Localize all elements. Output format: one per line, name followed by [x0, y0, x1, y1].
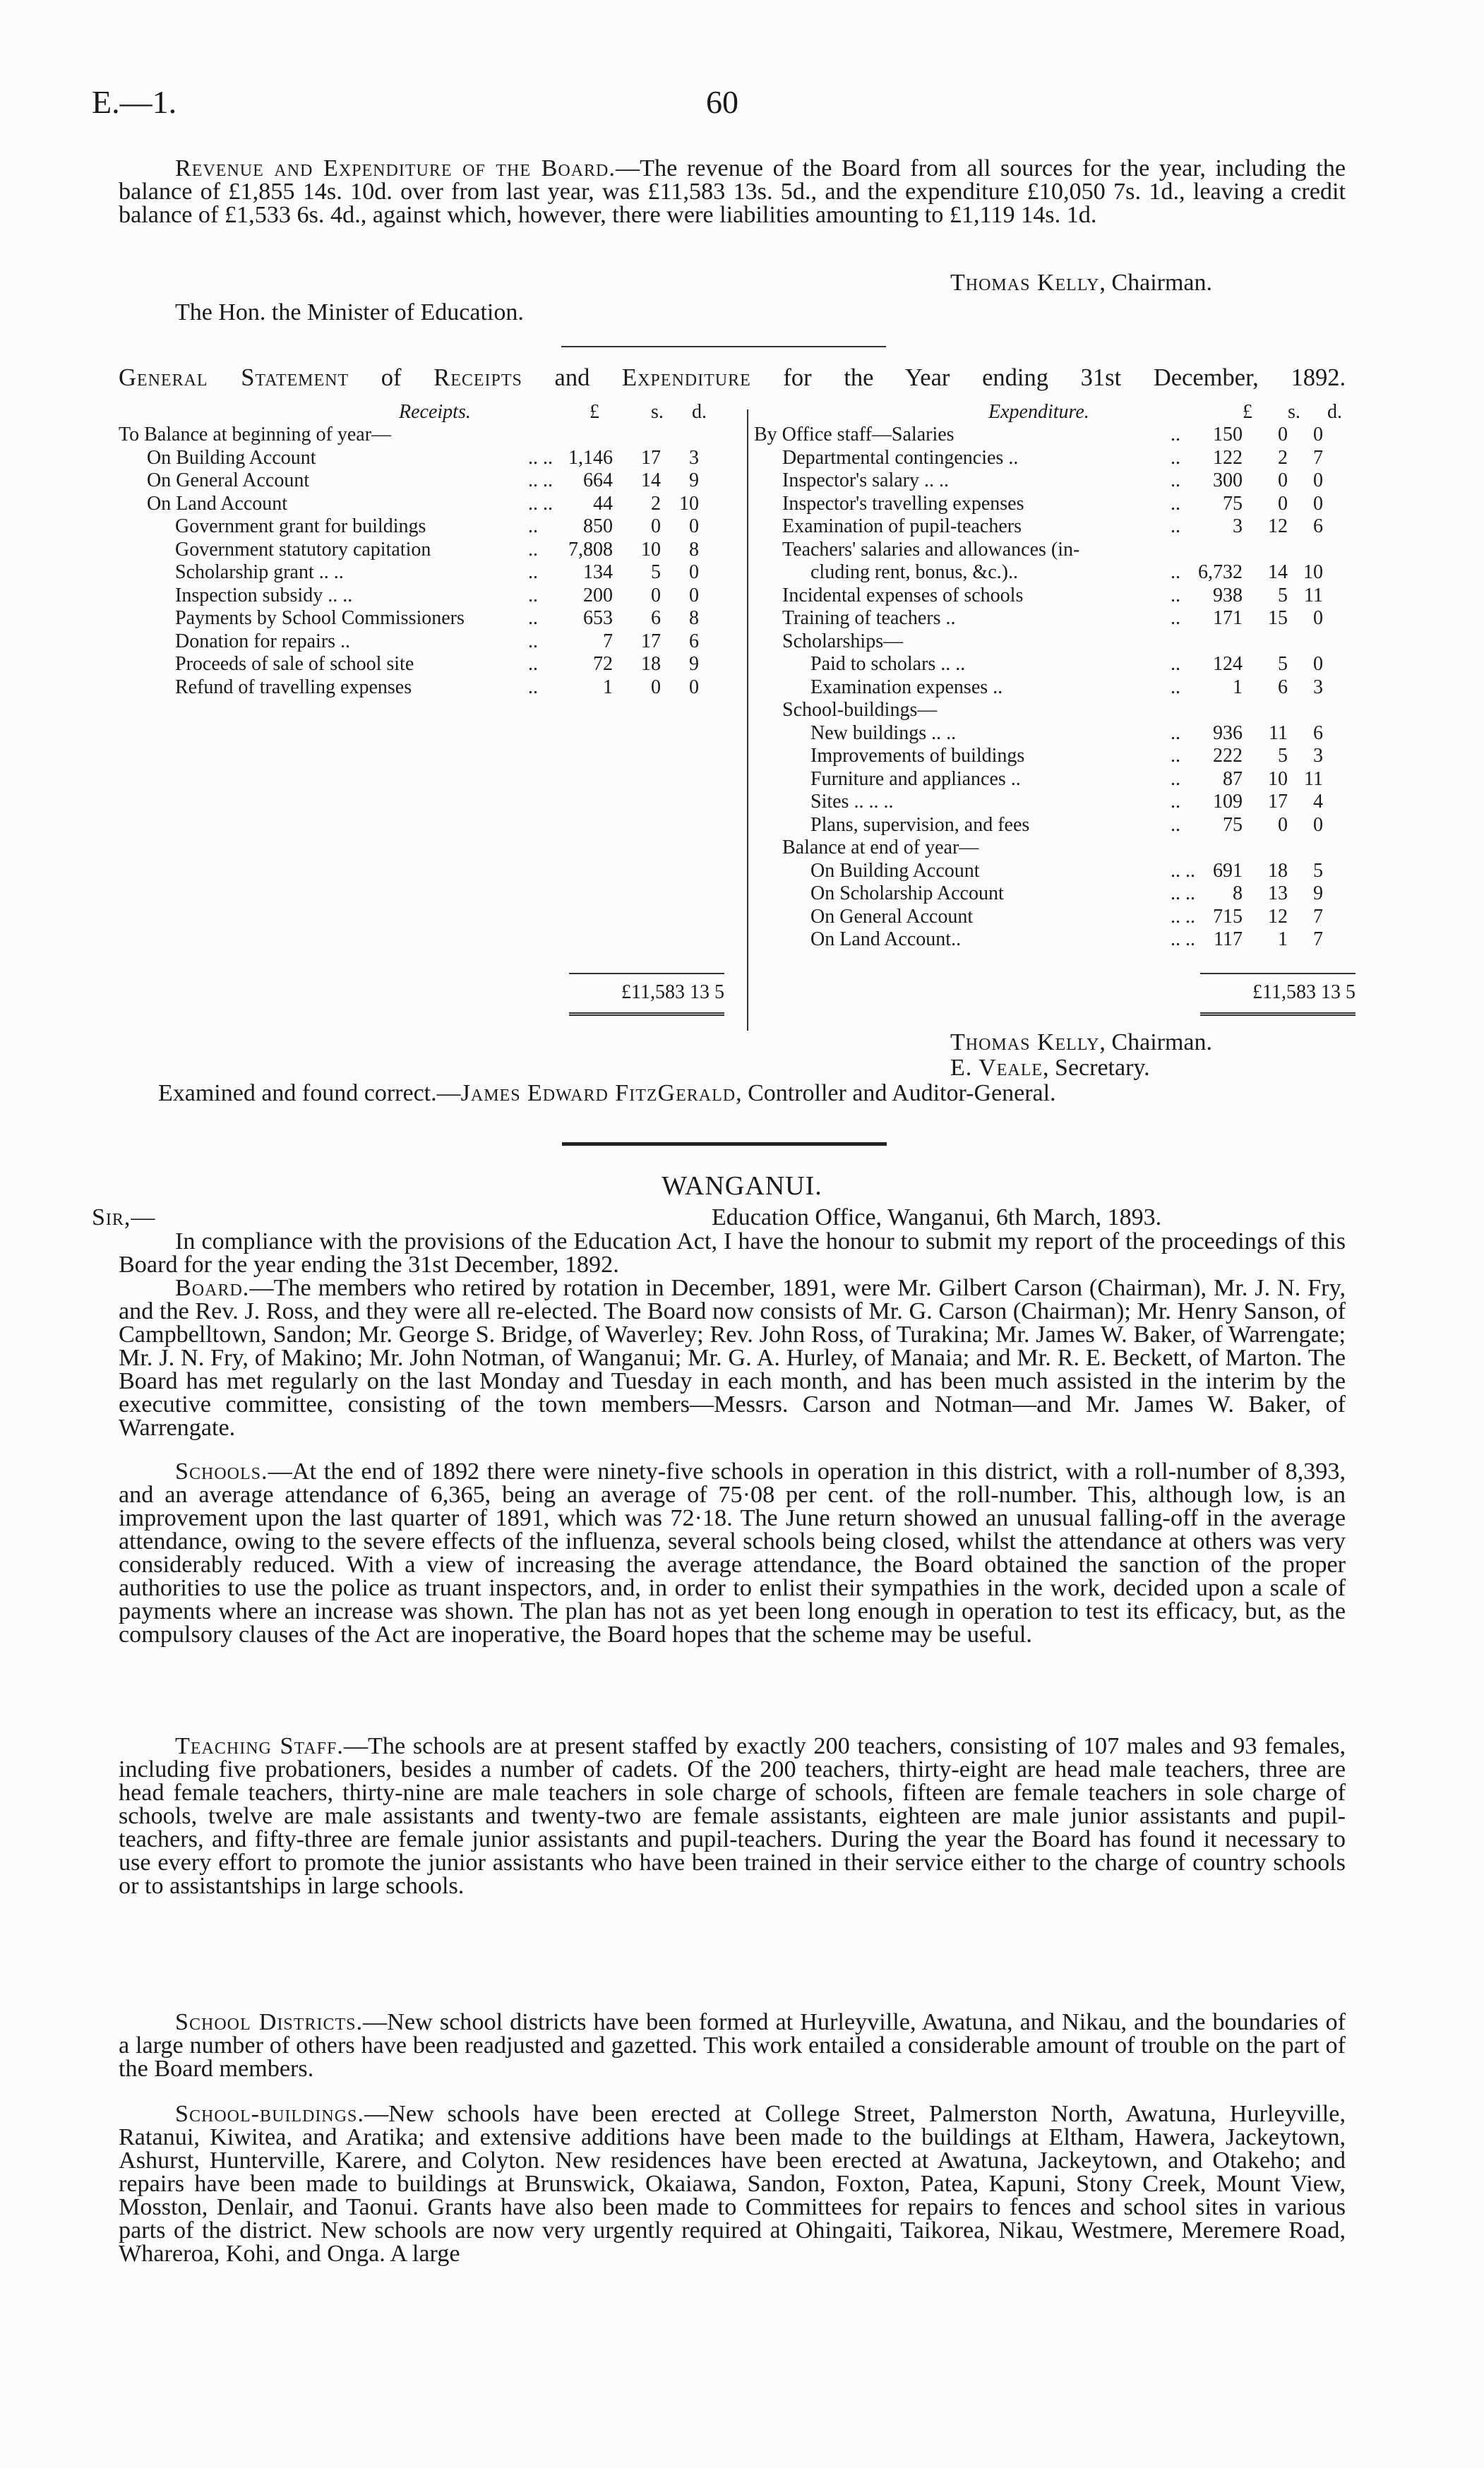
row-label: Sites .. .. .. [810, 791, 894, 813]
table-row [754, 653, 1361, 676]
amount-pounds: 171 [1213, 607, 1243, 629]
districts-heading: School Districts. [175, 2009, 364, 2035]
chairman-name: Thomas Kelly [950, 270, 1100, 296]
amount-pence: 0 [689, 676, 699, 698]
row-leader-dots: .. [528, 630, 538, 652]
amount-pence: 0 [1313, 653, 1323, 675]
amount-shillings: 14 [641, 469, 661, 491]
table-row [119, 630, 726, 654]
row-label: On Building Account [810, 859, 980, 882]
table-row [119, 447, 726, 470]
row-leader-dots: .. [1171, 721, 1180, 744]
receipts-pound-head: £ [590, 401, 599, 423]
amount-pounds: 653 [583, 607, 613, 629]
title-word: 31st [1080, 364, 1122, 391]
receipts-pence-head: d. [692, 401, 707, 423]
amount-pence: 6 [1313, 721, 1323, 744]
row-leader-dots: .. .. [528, 492, 553, 515]
districts-paragraph [119, 2011, 1346, 2080]
row-label: Payments by School Commissioners [175, 607, 465, 629]
row-leader-dots: .. [1171, 446, 1180, 469]
statement-chairman-title: , Chairman. [1099, 1029, 1212, 1055]
amount-pence: 10 [679, 492, 699, 515]
amount-pence: 0 [1313, 813, 1323, 836]
title-word: General Statement [119, 364, 349, 391]
row-leader-dots: .. [528, 515, 538, 537]
revenue-paragraph [119, 157, 1346, 227]
row-label: Inspector's travelling expenses [782, 492, 1024, 515]
amount-pence: 10 [1303, 561, 1323, 583]
row-label: Government statutory capitation [175, 538, 431, 561]
title-word: the [844, 364, 874, 391]
buildings-paragraph [119, 2102, 1346, 2265]
expenditure-total [1200, 981, 1356, 1005]
title-word: for [783, 364, 812, 391]
row-label: By Office staff—Salaries [754, 424, 955, 445]
amount-pence: 9 [689, 469, 699, 491]
buildings-heading: School-buildings. [175, 2101, 364, 2127]
salutation: Sir,— [92, 1204, 156, 1230]
amount-shillings: 14 [1268, 561, 1288, 583]
row-label: Government grant for buildings [175, 515, 426, 537]
amount-pounds: 124 [1213, 653, 1243, 675]
row-label: On Land Account [147, 492, 288, 515]
row-leader-dots: .. [1171, 767, 1180, 790]
amount-pence: 11 [1304, 584, 1323, 606]
row-leader-dots: .. .. [528, 446, 553, 469]
amount-pounds: 300 [1213, 469, 1243, 491]
table-row [754, 837, 1361, 860]
row-leader-dots: .. [528, 561, 538, 583]
receipts-table [119, 424, 726, 699]
amount-pence: 6 [1313, 515, 1323, 537]
table-row [119, 469, 726, 493]
amount-pounds: 936 [1213, 721, 1243, 744]
receipts-total-rule [569, 973, 724, 974]
amount-pence: 9 [689, 653, 699, 675]
amount-pence: 0 [1313, 424, 1323, 445]
amount-shillings: 10 [1268, 767, 1288, 790]
row-leader-dots: .. .. [1171, 928, 1195, 950]
amount-pence: 0 [689, 515, 699, 537]
row-label: Proceeds of sale of school site [175, 653, 414, 675]
amount-pence: 5 [1313, 859, 1323, 882]
amount-shillings: 2 [1278, 446, 1288, 469]
amount-pounds: 122 [1213, 446, 1243, 469]
amount-pounds: 8 [1233, 882, 1243, 904]
amount-shillings: 6 [1278, 676, 1288, 698]
amount-pounds: 44 [593, 492, 613, 515]
amount-shillings: 18 [641, 653, 661, 675]
amount-pence: 7 [1313, 928, 1323, 950]
amount-pence: 0 [1313, 492, 1323, 515]
title-word: of [381, 364, 402, 391]
statement-chairman-signoff [950, 1029, 1212, 1056]
row-label: Paid to scholars .. .. [810, 653, 966, 675]
amount-pounds: 87 [1223, 767, 1243, 790]
amount-pence: 3 [689, 446, 699, 469]
row-label: Examination expenses .. [810, 676, 1003, 698]
amount-pounds: 715 [1213, 905, 1243, 928]
amount-shillings: 0 [1278, 424, 1288, 445]
row-leader-dots: .. [1171, 745, 1180, 767]
row-label: School-buildings— [782, 699, 938, 721]
auditor-title: , Controller and Auditor-General. [736, 1080, 1056, 1106]
table-row [754, 882, 1361, 906]
revenue-text: —The revenue of the Board from all sources for the year, including the balance of £1,855 14s. 10d. over from last year, was £11,583 13s. 5d., and the expenditure £10,050 7s. 1d., leaving a credit balance of £1,533 6s. 4d., against which, however, there were liabilities amounting to £1,119 14s. 1d. [119, 155, 1346, 228]
table-row [754, 515, 1361, 539]
secretary-signoff [950, 1055, 1150, 1082]
statement-chairman-name: Thomas Kelly [950, 1029, 1100, 1055]
amount-shillings: 0 [651, 515, 661, 537]
secretary-name: E. Veale [950, 1055, 1043, 1081]
schools-text: —At the end of 1892 there were ninety-five schools in operation in this district, with a roll-number of 8,393, and an average attendance of 6,365, being an average of 75·08 per cent. of the roll-number. This, although low, is an improvement upon the last quarter of 1891, which was 72·18. The June return showed an unusual falling-off in the average attendance, owing to the severe effects of the influenza, several schools being closed, whilst the attendance at others was very considerably reduced. With a view of increasing the average attendance, the Board obtained the sanction of the proper authorities to use the police as truant inspectors, and, in order to enlist their sympathies in the work, decided upon a scale of payments where an increase was shown. The plan has not as yet been long enough in operation to test its efficacy, but, as the compulsory clauses of the Act are inoperative, the Board hopes that the scheme may be useful. [119, 1458, 1346, 1648]
row-leader-dots: .. [1171, 561, 1180, 583]
row-label: On Building Account [147, 446, 316, 469]
staff-heading: Teaching Staff. [175, 1733, 344, 1759]
amount-shillings: 17 [641, 630, 661, 652]
expenditure-heading: Expenditure. [988, 401, 1089, 423]
table-row [754, 493, 1361, 516]
amount-pounds: 664 [583, 469, 613, 491]
amount-pence: 0 [1313, 607, 1323, 629]
table-row [754, 745, 1361, 768]
amount-pounds: 6,732 [1198, 561, 1243, 583]
staff-text: —The schools are at present staffed by exactly 200 teachers, consisting of 107 males and 93 females, including five probationers, besides a number of cadets. Of the 200 teachers, thirty-eight are head male teachers, three are head female teachers, thirty-nine are male teachers in sole charge of schools, fifteen are female teachers in sole charge of schools, twelve are male assistants and twenty-two are female assistants, eighteen are male junior assistants and pupil-teachers, and fifty-three are female junior assistants and pupil-teachers. During the year the Board has found it necessary to use every effort to promote the junior assistants who have been trained in their service either to the charge of country schools or to assistantships in large schools. [119, 1733, 1346, 1899]
row-label: Examination of pupil-teachers [782, 515, 1022, 537]
row-label: Improvements of buildings [810, 745, 1025, 767]
amount-shillings: 5 [1278, 584, 1288, 606]
row-label: Furniture and appliances .. [810, 767, 1021, 790]
row-label: Scholarship grant .. .. [175, 561, 344, 583]
row-leader-dots: .. [1171, 469, 1180, 491]
title-word: Year [904, 364, 950, 391]
table-row [754, 630, 1361, 654]
amount-shillings: 6 [651, 607, 661, 629]
secretary-title: , Secretary. [1043, 1055, 1150, 1081]
amount-pence: 7 [1313, 905, 1323, 928]
row-label: Teachers' salaries and allowances (in- [782, 538, 1080, 561]
title-word: 1892. [1291, 364, 1346, 391]
receipts-total-double-rule [569, 1012, 724, 1016]
table-row [754, 906, 1361, 929]
column-divider [747, 409, 748, 1031]
row-label: Departmental contingencies .. [782, 446, 1019, 469]
expenditure-table [754, 424, 1361, 952]
amount-pence: 9 [1313, 882, 1323, 904]
row-label: Inspection subsidy .. .. [175, 584, 353, 606]
row-label: On General Account [810, 905, 974, 928]
revenue-heading: Revenue and Expenditure of the Board. [175, 155, 616, 181]
amount-pounds: 134 [583, 561, 613, 583]
amount-pounds: 1 [603, 676, 613, 698]
wanganui-title: WANGANUI. [662, 1171, 822, 1201]
row-label: Inspector's salary .. .. [782, 469, 949, 491]
amount-pounds: 938 [1213, 584, 1243, 606]
table-row [754, 585, 1361, 608]
table-row [119, 515, 726, 539]
auditor-name: James Edward FitzGerald [460, 1080, 736, 1106]
row-leader-dots: .. [1171, 813, 1180, 836]
table-row [754, 860, 1361, 883]
expenditure-total-value: £11,583 13 5 [1252, 981, 1356, 1003]
row-label: Balance at end of year— [782, 837, 979, 858]
amount-pounds: 3 [1233, 515, 1243, 537]
amount-shillings: 0 [1278, 469, 1288, 491]
row-leader-dots: .. [528, 607, 538, 629]
table-row [119, 424, 726, 447]
row-label: Training of teachers .. [782, 607, 956, 629]
districts-text: —New school districts have been formed at Hurleyville, Awatuna, and Nikau, and the boundaries of a large number of others have been readjusted and gazetted. This work entailed a considerable amount of trouble on the part of the Board members. [119, 2009, 1346, 2082]
amount-pounds: 1 [1233, 676, 1243, 698]
amount-pounds: 7,808 [568, 538, 613, 561]
intro-paragraph: In compliance with the provisions of the Education Act, I have the honour to submit my report of the proceedings of this Board for the year ending the 31st December, 1892. [119, 1228, 1346, 1278]
expenditure-shilling-head: s. [1288, 401, 1300, 423]
amount-pounds: 150 [1213, 424, 1243, 445]
row-label: cluding rent, bonus, &c.).. [810, 561, 1018, 583]
table-row [754, 424, 1361, 447]
table-row [754, 561, 1361, 585]
table-row [754, 791, 1361, 814]
amount-pence: 8 [689, 607, 699, 629]
amount-pence: 0 [1313, 469, 1323, 491]
table-row [119, 607, 726, 630]
chairman-title: , Chairman. [1099, 270, 1212, 296]
addressee: The Hon. the Minister of Education. [175, 299, 524, 325]
row-label: Incidental expenses of schools [782, 584, 1024, 606]
amount-shillings: 5 [1278, 653, 1288, 675]
amount-shillings: 11 [1269, 721, 1288, 744]
amount-shillings: 0 [1278, 492, 1288, 515]
amount-shillings: 2 [651, 492, 661, 515]
amount-pence: 6 [689, 630, 699, 652]
schools-heading: Schools. [175, 1458, 268, 1485]
row-leader-dots: .. [528, 653, 538, 675]
chairman-signoff [950, 270, 1212, 296]
amount-pounds: 75 [1223, 492, 1243, 515]
receipts-total [569, 981, 724, 1005]
table-row [119, 653, 726, 676]
expenditure-pence-head: d. [1327, 401, 1342, 423]
amount-pounds: 1,146 [568, 446, 613, 469]
board-heading: Board. [175, 1275, 250, 1301]
row-leader-dots: .. .. [1171, 882, 1195, 904]
table-row [754, 722, 1361, 745]
amount-pence: 4 [1313, 791, 1323, 813]
staff-paragraph [119, 1735, 1346, 1898]
table-row [119, 539, 726, 562]
row-leader-dots: .. [1171, 584, 1180, 606]
row-label: On General Account [147, 469, 310, 491]
amount-shillings: 13 [1268, 882, 1288, 904]
amount-pence: 0 [689, 584, 699, 606]
amount-shillings: 17 [1268, 791, 1288, 813]
amount-pence: 11 [1304, 767, 1323, 790]
statement-title [119, 364, 1346, 392]
section-divider [561, 346, 886, 347]
audit-line [158, 1080, 1056, 1107]
receipts-shilling-head: s. [651, 401, 664, 423]
title-word: and [554, 364, 590, 391]
title-word: December, [1153, 364, 1259, 391]
audit-prefix: Examined and found correct.— [158, 1080, 461, 1106]
amount-pence: 0 [689, 561, 699, 583]
amount-shillings: 0 [651, 584, 661, 606]
row-leader-dots: .. [1171, 492, 1180, 515]
expenditure-pound-head: £ [1243, 401, 1252, 423]
amount-shillings: 1 [1278, 928, 1288, 950]
table-row [754, 699, 1361, 722]
row-leader-dots: .. [1171, 607, 1180, 629]
amount-pounds: 72 [593, 653, 613, 675]
amount-shillings: 18 [1268, 859, 1288, 882]
board-paragraph [119, 1276, 1346, 1439]
row-label: On Land Account.. [810, 928, 962, 950]
row-leader-dots: .. .. [1171, 859, 1195, 882]
amount-shillings: 0 [1278, 813, 1288, 836]
board-text: —The members who retired by rotation in December, 1891, were Mr. Gilbert Carson (Chairman), Mr. J. N. Fry, and the Rev. J. Ross, and they were all re-elected. The Board now consists of Mr. G. Carson (Chairman); Mr. Henry Sanson, of Campbelltown, Sandon; Mr. George S. Bridge, of Waverley; Rev. John Ross, of Turakina; Mr. James W. Baker, of Warrengate; Mr. J. N. Fry, of Makino; Mr. John Notman, of Wanganui; Mr. G. A. Hurley, of Manaia; and Mr. R. E. Beckett, of Marton. The Board has met regularly on the last Monday and Tuesday in each month, and has been much assisted in the interim by the executive committee, consisting of the town members—Messrs. Carson and Notman—and Mr. James W. Baker, of Warrengate. [119, 1275, 1346, 1441]
amount-pence: 3 [1313, 745, 1323, 767]
row-leader-dots: .. .. [1171, 905, 1195, 928]
table-row [754, 928, 1361, 952]
amount-shillings: 10 [641, 538, 661, 561]
dateline: Education Office, Wanganui, 6th March, 1893. [712, 1204, 1162, 1230]
amount-pounds: 222 [1213, 745, 1243, 767]
row-leader-dots: .. [1171, 791, 1180, 813]
row-label: Scholarships— [782, 630, 904, 652]
row-leader-dots: .. [1171, 424, 1180, 445]
buildings-text: —New schools have been erected at College Street, Palmerston North, Awatuna, Hurleyville, Ratanui, Kiwitea, and Aratika; and extensive additions have been made to the buildings at Eltham, Hawera, Jackeytown, Ashurst, Hunterville, Karere, and Colyton. New residences have been erected at Awatuna, Jackeytown, and Otakeho; and repairs have been made to buildings at Brunswick, Okaiawa, Sandon, Foxton, Patea, Kapuni, Stony Creek, Mount View, Mosston, Denlair, and Taonui. Grants have also been made to Committees for repairs to fences and school sites in various parts of the district. New schools are now very urgently required at Ohingaiti, Taikorea, Nikau, Westmere, Meremere Road, Whareroa, Kohi, and Onga. A large [119, 2101, 1346, 2267]
table-row [754, 469, 1361, 493]
row-leader-dots: .. [1171, 653, 1180, 675]
row-leader-dots: .. [1171, 515, 1180, 537]
receipts-total-value: £11,583 13 5 [621, 981, 724, 1003]
table-row [754, 539, 1361, 562]
amount-pence: 3 [1313, 676, 1323, 698]
amount-pounds: 7 [603, 630, 613, 652]
amount-shillings: 12 [1268, 515, 1288, 537]
amount-pounds: 691 [1213, 859, 1243, 882]
row-label: New buildings .. .. [810, 721, 957, 744]
table-row [119, 493, 726, 516]
row-label: To Balance at beginning of year— [119, 424, 392, 445]
title-word: ending [982, 364, 1048, 391]
table-row [754, 814, 1361, 837]
amount-shillings: 0 [651, 676, 661, 698]
row-label: On Scholarship Account [810, 882, 1004, 904]
title-word: Receipts [433, 364, 522, 391]
row-leader-dots: .. [528, 538, 538, 561]
row-label: Refund of travelling expenses [175, 676, 412, 698]
row-leader-dots: .. .. [528, 469, 553, 491]
table-row [754, 607, 1361, 630]
receipts-heading: Receipts. [399, 401, 471, 423]
expenditure-total-rule [1200, 973, 1356, 974]
table-row [754, 676, 1361, 700]
table-row [754, 447, 1361, 470]
amount-pence: 8 [689, 538, 699, 561]
amount-pounds: 850 [583, 515, 613, 537]
thick-section-divider [562, 1142, 887, 1146]
row-leader-dots: .. [1171, 676, 1180, 698]
amount-shillings: 5 [651, 561, 661, 583]
row-label: Donation for repairs .. [175, 630, 351, 652]
expenditure-total-double-rule [1200, 1012, 1356, 1016]
page-number: 60 [706, 84, 738, 120]
amount-shillings: 5 [1278, 745, 1288, 767]
table-row [119, 561, 726, 585]
amount-pence: 7 [1313, 446, 1323, 469]
amount-pounds: 117 [1214, 928, 1243, 950]
row-label: Plans, supervision, and fees [810, 813, 1030, 836]
table-row [754, 768, 1361, 791]
row-leader-dots: .. [528, 584, 538, 606]
table-row [119, 585, 726, 608]
amount-pounds: 75 [1223, 813, 1243, 836]
table-row [119, 676, 726, 700]
title-word: Expenditure [622, 364, 751, 391]
amount-shillings: 12 [1268, 905, 1288, 928]
amount-pounds: 200 [583, 584, 613, 606]
amount-shillings: 17 [641, 446, 661, 469]
schools-paragraph [119, 1460, 1346, 1646]
document-reference: E.—1. [92, 84, 177, 120]
amount-pounds: 109 [1213, 791, 1243, 813]
row-leader-dots: .. [528, 676, 538, 698]
amount-shillings: 15 [1268, 607, 1288, 629]
